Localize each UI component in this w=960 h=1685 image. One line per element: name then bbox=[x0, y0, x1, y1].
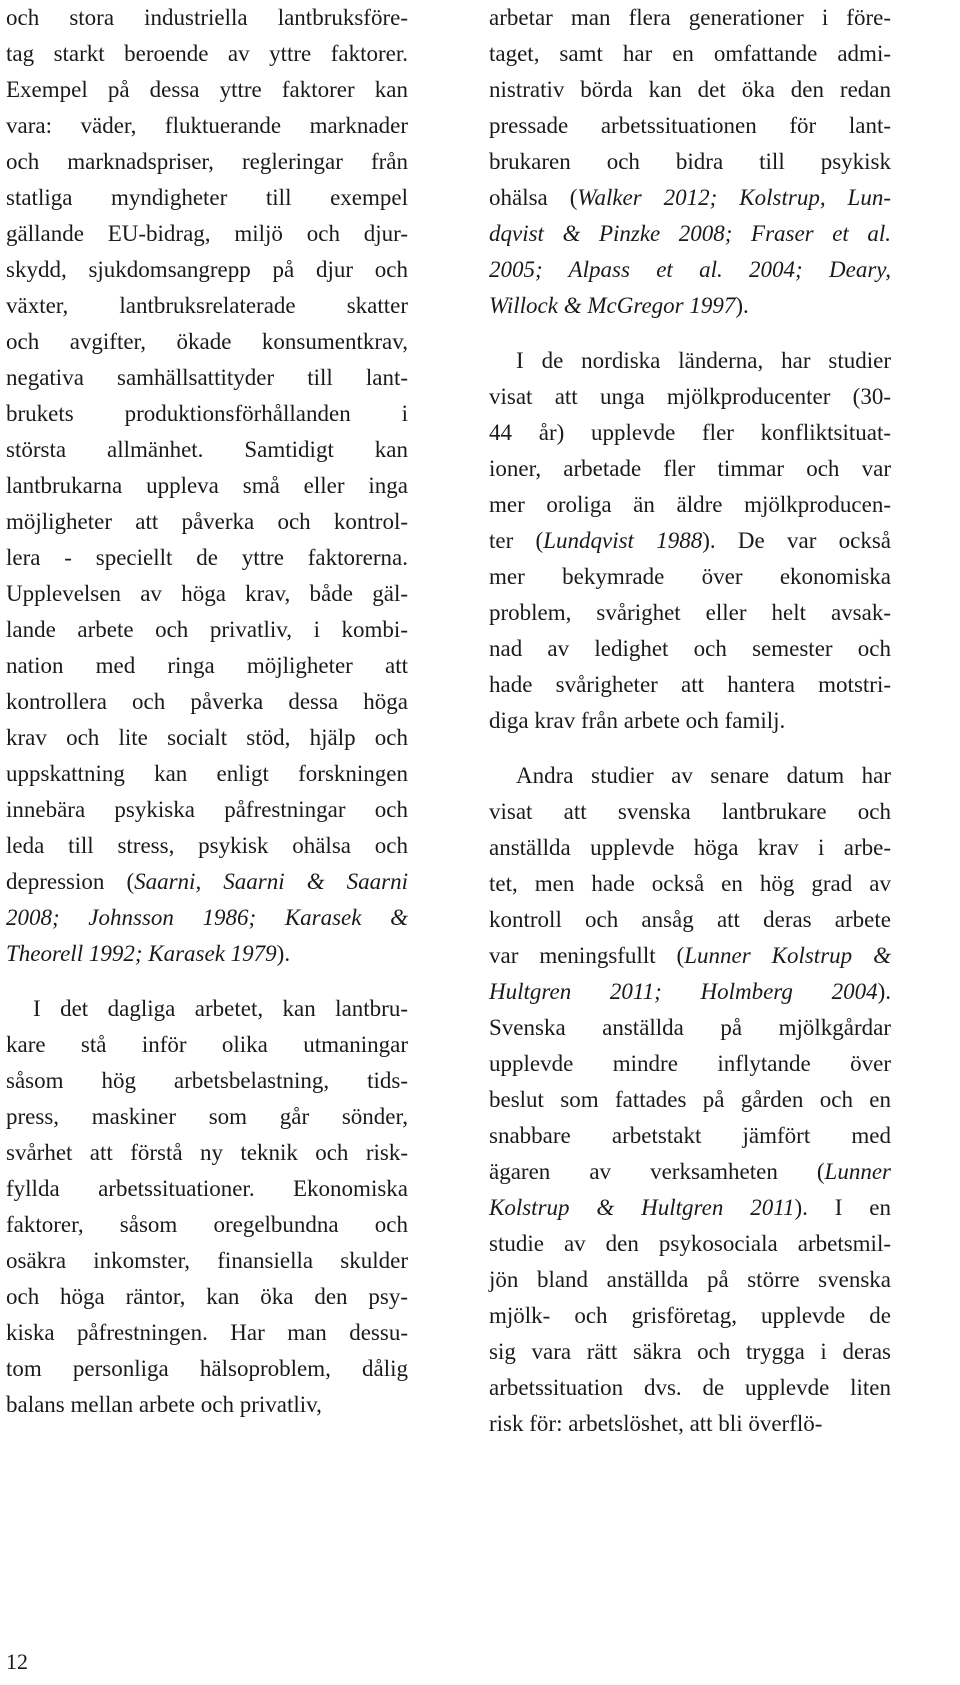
line-text: kontroll och ansåg att deras arbete bbox=[489, 907, 891, 932]
text-line bbox=[489, 487, 891, 523]
line-text: kontrollera och påverka dessa höga bbox=[6, 689, 408, 714]
line-text: vara: väder, fluktuerande marknader bbox=[6, 113, 408, 138]
line-text: anställda upplevde höga krav i arbe- bbox=[489, 835, 891, 860]
line-text: nad av ledighet och semester och bbox=[489, 636, 891, 661]
line-text-after: ). bbox=[276, 941, 291, 966]
line-text: 44 år) upplevde fler konfliktsituat- bbox=[489, 420, 891, 445]
line-text: lantbrukarna uppleva små eller inga bbox=[6, 473, 408, 498]
line-text: mjölk- och grisföretag, upplevde de bbox=[489, 1303, 891, 1328]
right-column bbox=[489, 0, 891, 1442]
text-line bbox=[6, 900, 408, 936]
text-line bbox=[6, 1099, 408, 1135]
text-line bbox=[489, 288, 891, 324]
line-text: I de nordiska länderna, har studier bbox=[516, 348, 891, 373]
text-line bbox=[6, 1063, 408, 1099]
line-text: skydd, sjukdomsangrepp på djur och bbox=[6, 257, 408, 282]
line-text: var meningsfullt ( bbox=[489, 943, 685, 968]
text-line bbox=[489, 180, 891, 216]
text-line bbox=[6, 288, 408, 324]
page-number: 12 bbox=[6, 1649, 28, 1674]
line-text: leda till stress, psykisk ohälsa och bbox=[6, 833, 408, 858]
citation: Saarni, Saarni & Saarni bbox=[134, 869, 408, 894]
line-text: såsom hög arbetsbelastning, tids- bbox=[6, 1068, 408, 1093]
text-line bbox=[6, 468, 408, 504]
line-text: arbetar man flera generationer i före- bbox=[489, 5, 891, 30]
line-text: gällande EU-bidrag, miljö och djur- bbox=[6, 221, 408, 246]
text-line bbox=[6, 1351, 408, 1387]
citation: dqvist & Pinzke 2008; Fraser et al. bbox=[489, 221, 891, 246]
text-line bbox=[489, 1406, 891, 1442]
text-line bbox=[6, 1315, 408, 1351]
text-line bbox=[6, 72, 408, 108]
line-text: arbetssituation dvs. de upplevde liten bbox=[489, 1375, 891, 1400]
line-text: tag starkt beroende av yttre faktorer. bbox=[6, 41, 408, 66]
line-text: visat att svenska lantbrukare och bbox=[489, 799, 891, 824]
text-line bbox=[489, 703, 891, 739]
text-line bbox=[489, 451, 891, 487]
right-column-paragraph bbox=[489, 758, 891, 1442]
text-line bbox=[489, 830, 891, 866]
line-text: taget, samt har en omfattande admi- bbox=[489, 41, 891, 66]
line-text: ter ( bbox=[489, 528, 544, 553]
line-text: Upplevelsen av höga krav, både gäl- bbox=[6, 581, 408, 606]
text-line bbox=[489, 974, 891, 1010]
text-line bbox=[489, 631, 891, 667]
text-line bbox=[489, 938, 891, 974]
line-text: jön bland anställda på större svenska bbox=[489, 1267, 891, 1292]
line-text: och avgifter, ökade konsumentkrav, bbox=[6, 329, 408, 354]
text-line bbox=[489, 1118, 891, 1154]
text-line bbox=[489, 794, 891, 830]
text-line bbox=[6, 684, 408, 720]
line-text: snabbare arbetstakt jämfört med bbox=[489, 1123, 891, 1148]
text-line bbox=[489, 758, 891, 794]
line-text: upplevde mindre inflytande över bbox=[489, 1051, 891, 1076]
left-column-paragraph bbox=[6, 0, 408, 972]
line-text: kiska påfrestningen. Har man dessu- bbox=[6, 1320, 408, 1345]
citation: Lundqvist 1988 bbox=[543, 528, 703, 553]
line-text-after: ). bbox=[877, 979, 891, 1004]
line-text: studie av den psykosociala arbetsmil- bbox=[489, 1231, 891, 1256]
text-line bbox=[6, 1207, 408, 1243]
line-text: sig vara rätt säkra och trygga i deras bbox=[489, 1339, 891, 1364]
line-text: statliga myndigheter till exempel bbox=[6, 185, 408, 210]
text-line bbox=[489, 1154, 891, 1190]
line-text: press, maskiner som går sönder, bbox=[6, 1104, 408, 1129]
text-line bbox=[6, 991, 408, 1027]
text-line bbox=[6, 864, 408, 900]
line-text: tet, men hade också en hög grad av bbox=[489, 871, 891, 896]
text-line bbox=[6, 1135, 408, 1171]
line-text: tom personliga hälsoproblem, dålig bbox=[6, 1356, 408, 1381]
text-line bbox=[489, 1082, 891, 1118]
text-line bbox=[489, 1298, 891, 1334]
text-line bbox=[489, 343, 891, 379]
text-line bbox=[489, 216, 891, 252]
line-text-after: ). I en bbox=[794, 1195, 892, 1220]
text-line bbox=[6, 216, 408, 252]
line-text: fyllda arbetssituationer. Ekonomiska bbox=[6, 1176, 408, 1201]
text-line bbox=[489, 1370, 891, 1406]
text-line bbox=[6, 36, 408, 72]
text-line bbox=[6, 324, 408, 360]
citation: Willock & McGregor 1997 bbox=[489, 293, 736, 318]
line-text: kare stå inför olika utmaningar bbox=[6, 1032, 408, 1057]
citation: Walker 2012; Kolstrup, Lun- bbox=[577, 185, 891, 210]
line-text: Exempel på dessa yttre faktorer kan bbox=[6, 77, 408, 102]
text-line bbox=[489, 1226, 891, 1262]
text-line bbox=[489, 595, 891, 631]
text-line bbox=[489, 415, 891, 451]
line-text: ioner, arbetade fler timmar och var bbox=[489, 456, 891, 481]
line-text: balans mellan arbete och privatliv, bbox=[6, 1392, 322, 1417]
text-line bbox=[489, 1190, 891, 1226]
line-text: och höga räntor, kan öka den psy- bbox=[6, 1284, 408, 1309]
line-text: största allmänhet. Samtidigt kan bbox=[6, 437, 408, 462]
citation: Hultgren 2011; Holmberg 2004 bbox=[489, 979, 878, 1004]
text-line bbox=[6, 0, 408, 36]
text-line bbox=[6, 540, 408, 576]
text-line bbox=[6, 396, 408, 432]
text-line bbox=[489, 866, 891, 902]
line-text: och marknadspriser, regleringar från bbox=[6, 149, 408, 174]
text-line bbox=[6, 180, 408, 216]
text-line bbox=[489, 559, 891, 595]
text-line bbox=[489, 144, 891, 180]
line-text: ägaren av verksamheten ( bbox=[489, 1159, 825, 1184]
text-line bbox=[489, 667, 891, 703]
citation: Kolstrup & Hultgren 2011 bbox=[489, 1195, 795, 1220]
line-text: diga krav från arbete och familj. bbox=[489, 708, 786, 733]
text-line bbox=[489, 0, 891, 36]
line-text: och stora industriella lantbruksföre- bbox=[6, 5, 408, 30]
text-line bbox=[489, 1010, 891, 1046]
line-text: nistrativ börda kan det öka den redan bbox=[489, 77, 891, 102]
line-text-after: ). bbox=[735, 293, 749, 318]
text-line bbox=[489, 252, 891, 288]
line-text: depression ( bbox=[6, 869, 135, 894]
text-line bbox=[6, 792, 408, 828]
text-line bbox=[6, 648, 408, 684]
line-text-after: ). De var också bbox=[702, 528, 892, 553]
text-line bbox=[6, 1279, 408, 1315]
line-text: brukets produktionsförhållanden i bbox=[6, 401, 408, 426]
text-line bbox=[6, 576, 408, 612]
line-text: mer oroliga än äldre mjölkproducen- bbox=[489, 492, 891, 517]
text-line bbox=[489, 1046, 891, 1082]
citation: Lunner Kolstrup & bbox=[684, 943, 891, 968]
citation: Theorell 1992; Karasek 1979 bbox=[6, 941, 277, 966]
line-text: uppskattning kan enligt forskningen bbox=[6, 761, 408, 786]
text-line bbox=[489, 523, 891, 559]
left-column-paragraph bbox=[6, 991, 408, 1423]
line-text: hade svårigheter att hantera motstri- bbox=[489, 672, 891, 697]
line-text: lera - speciellt de yttre faktorerna. bbox=[6, 545, 408, 570]
text-line bbox=[6, 936, 408, 972]
citation: 2008; Johnsson 1986; Karasek & bbox=[6, 905, 408, 930]
line-text: nation med ringa möjligheter att bbox=[6, 653, 408, 678]
line-text: svårhet att förstå ny teknik och risk- bbox=[6, 1140, 408, 1165]
text-line bbox=[489, 72, 891, 108]
text-line bbox=[6, 1387, 408, 1423]
text-line bbox=[6, 720, 408, 756]
line-text: ohälsa ( bbox=[489, 185, 578, 210]
line-text: brukaren och bidra till psykisk bbox=[489, 149, 891, 174]
text-line bbox=[6, 1243, 408, 1279]
line-text: osäkra inkomster, finansiella skulder bbox=[6, 1248, 408, 1273]
line-text: Svenska anställda på mjölkgårdar bbox=[489, 1015, 891, 1040]
text-line bbox=[6, 828, 408, 864]
line-text: beslut som fattades på gården och en bbox=[489, 1087, 891, 1112]
line-text: risk för: arbetslöshet, att bli överflö- bbox=[489, 1411, 823, 1436]
line-text: pressade arbetssituationen för lant- bbox=[489, 113, 891, 138]
line-text: mer bekymrade över ekonomiska bbox=[489, 564, 891, 589]
right-column-paragraph bbox=[489, 0, 891, 324]
text-line bbox=[6, 1027, 408, 1063]
text-line bbox=[489, 36, 891, 72]
citation: Lunner bbox=[824, 1159, 891, 1184]
text-line bbox=[489, 1334, 891, 1370]
line-text: krav och lite socialt stöd, hjälp och bbox=[6, 725, 408, 750]
left-column bbox=[6, 0, 408, 1423]
line-text: negativa samhällsattityder till lant- bbox=[6, 365, 408, 390]
text-line bbox=[6, 1171, 408, 1207]
line-text: växter, lantbruksrelaterade skatter bbox=[6, 293, 408, 318]
line-text: innebära psykiska påfrestningar och bbox=[6, 797, 408, 822]
text-line bbox=[489, 108, 891, 144]
right-column-paragraph bbox=[489, 343, 891, 739]
line-text: I det dagliga arbetet, kan lantbru- bbox=[33, 996, 408, 1021]
text-line bbox=[489, 1262, 891, 1298]
text-line bbox=[6, 252, 408, 288]
text-line bbox=[6, 432, 408, 468]
line-text: visat att unga mjölkproducenter (30- bbox=[489, 384, 891, 409]
line-text: faktorer, såsom oregelbundna och bbox=[6, 1212, 408, 1237]
text-line bbox=[6, 612, 408, 648]
text-line bbox=[489, 379, 891, 415]
line-text: lande arbete och privatliv, i kombi- bbox=[6, 617, 408, 642]
text-line bbox=[6, 504, 408, 540]
text-line bbox=[6, 360, 408, 396]
text-line bbox=[6, 108, 408, 144]
citation: 2005; Alpass et al. 2004; Deary, bbox=[489, 257, 891, 282]
text-line bbox=[6, 756, 408, 792]
line-text: problem, svårighet eller helt avsak- bbox=[489, 600, 891, 625]
line-text: Andra studier av senare datum har bbox=[516, 763, 891, 788]
text-line bbox=[489, 902, 891, 938]
text-line bbox=[6, 144, 408, 180]
line-text: möjligheter att påverka och kontrol- bbox=[6, 509, 408, 534]
